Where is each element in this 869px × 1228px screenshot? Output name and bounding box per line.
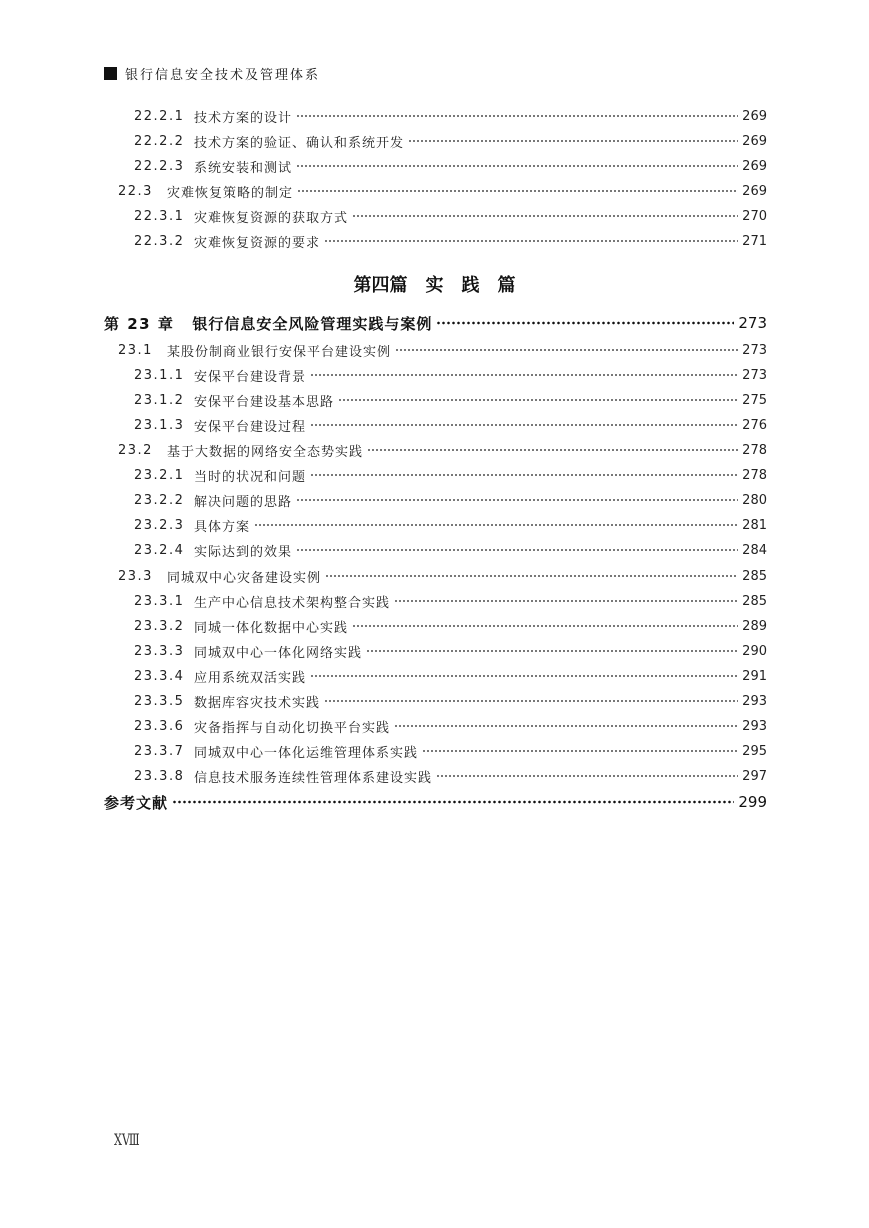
dot-leader xyxy=(310,365,738,385)
toc-entry-number: 23.3.3 xyxy=(134,643,185,659)
toc-entry[interactable] xyxy=(134,515,767,535)
dot-leader xyxy=(436,766,738,786)
toc-entry-page: 269 xyxy=(742,133,767,149)
toc-entry-title: 灾备指挥与自动化切换平台实践 xyxy=(194,720,391,736)
toc-references-page: 299 xyxy=(738,793,767,811)
toc-entry-title: 技术方案的设计 xyxy=(194,110,293,126)
toc-entry[interactable] xyxy=(134,741,767,761)
toc-section-number: 23.1 xyxy=(118,342,153,358)
dot-leader xyxy=(297,181,738,201)
toc-entry-page: 278 xyxy=(742,467,767,483)
header-square-icon xyxy=(104,67,117,80)
toc-entry-page: 269 xyxy=(742,108,767,124)
toc-entry[interactable] xyxy=(134,766,767,786)
toc-section-title: 基于大数据的网络安全态势实践 xyxy=(166,444,363,460)
toc-section[interactable] xyxy=(118,440,767,460)
dot-leader xyxy=(394,716,738,736)
toc-entry[interactable] xyxy=(134,616,767,636)
toc-section-number: 23.2 xyxy=(118,442,153,458)
toc-entry[interactable] xyxy=(134,641,767,661)
toc-entry-title: 同城一体化数据中心实践 xyxy=(194,620,349,636)
dot-leader xyxy=(422,741,738,761)
toc-section-title: 某股份制商业银行安保平台建设实例 xyxy=(166,344,391,360)
toc-entry-number: 23.2.3 xyxy=(134,517,185,533)
toc-entry-page: 270 xyxy=(742,208,767,224)
toc-section-number: 23.3 xyxy=(118,568,153,584)
toc-entry-number: 22.2.2 xyxy=(134,133,185,149)
dot-leader xyxy=(408,131,738,151)
toc-entry-title: 数据库容灾技术实践 xyxy=(194,695,321,711)
dot-leader xyxy=(436,313,734,333)
toc-entry-page: 291 xyxy=(742,668,767,684)
page-folio: XⅧ xyxy=(114,1130,140,1149)
toc-entry[interactable] xyxy=(134,540,767,560)
toc-entry[interactable] xyxy=(134,490,767,510)
dot-leader xyxy=(296,540,738,560)
toc-entry-page: 290 xyxy=(742,643,767,659)
toc-entry[interactable] xyxy=(134,716,767,736)
toc-section-page: 269 xyxy=(742,183,767,199)
dot-leader xyxy=(296,106,738,126)
dot-leader xyxy=(310,465,738,485)
toc-entry-number: 22.3.2 xyxy=(134,233,185,249)
toc-entry-page: 295 xyxy=(742,743,767,759)
toc-entry[interactable] xyxy=(134,465,767,485)
toc-entry-number: 23.2.1 xyxy=(134,467,185,483)
toc-entry-title: 同城双中心一体化运维管理体系实践 xyxy=(194,745,419,761)
toc-entry-number: 22.2.1 xyxy=(134,108,185,124)
toc-entry-page: 280 xyxy=(742,492,767,508)
toc-entry-number: 22.3.1 xyxy=(134,208,185,224)
toc-section-page: 285 xyxy=(742,568,767,584)
dot-leader xyxy=(338,390,738,410)
toc-entry[interactable] xyxy=(134,390,767,410)
toc-entry-number: 23.3.6 xyxy=(134,718,185,734)
toc-entry-title: 灾难恢复资源的要求 xyxy=(194,235,321,251)
toc-entry[interactable] xyxy=(134,206,767,226)
toc-entry-page: 297 xyxy=(742,768,767,784)
dot-leader xyxy=(310,415,738,435)
toc-entry-title: 信息技术服务连续性管理体系建设实践 xyxy=(194,770,433,786)
toc-section-page: 273 xyxy=(742,342,767,358)
running-header xyxy=(104,64,320,83)
toc-entry-title: 灾难恢复资源的获取方式 xyxy=(194,210,349,226)
toc-entry-page: 293 xyxy=(742,718,767,734)
toc-entry[interactable] xyxy=(134,231,767,251)
toc-entry-number: 23.1.2 xyxy=(134,392,185,408)
toc-entry-number: 22.2.3 xyxy=(134,158,185,174)
dot-leader xyxy=(254,515,738,535)
toc-entry-title: 生产中心信息技术架构整合实践 xyxy=(194,595,391,611)
toc-entry-number: 23.2.4 xyxy=(134,542,185,558)
toc-section[interactable] xyxy=(118,181,767,201)
toc-section-title: 同城双中心灾备建设实例 xyxy=(166,570,321,586)
toc-entry-title: 安保平台建设过程 xyxy=(194,419,307,435)
dot-leader xyxy=(352,616,738,636)
toc-entry-page: 289 xyxy=(742,618,767,634)
toc-entry-page: 281 xyxy=(742,517,767,533)
dot-leader xyxy=(367,440,738,460)
toc-entry-title: 同城双中心一体化网络实践 xyxy=(194,645,363,661)
toc-entry-page: 271 xyxy=(742,233,767,249)
toc-entry-title: 安保平台建设基本思路 xyxy=(194,394,335,410)
toc-entry-number: 23.2.2 xyxy=(134,492,185,508)
toc-entry-title: 具体方案 xyxy=(194,519,251,535)
dot-leader xyxy=(352,206,738,226)
toc-entry-page: 269 xyxy=(742,158,767,174)
toc-entry-number: 23.3.4 xyxy=(134,668,185,684)
toc-section[interactable] xyxy=(118,340,767,360)
toc-entry[interactable] xyxy=(134,365,767,385)
toc-references[interactable] xyxy=(104,792,767,812)
toc-chapter[interactable] xyxy=(104,313,767,333)
toc-section-title: 灾难恢复策略的制定 xyxy=(166,185,293,201)
toc-entry-number: 23.3.5 xyxy=(134,693,185,709)
toc-entry[interactable] xyxy=(134,591,767,611)
toc-chapter-number: 第 23 章 xyxy=(104,314,175,333)
toc-entry-number: 23.3.8 xyxy=(134,768,185,784)
dot-leader xyxy=(395,340,738,360)
toc-entry[interactable] xyxy=(134,666,767,686)
toc-entry-number: 23.1.1 xyxy=(134,367,185,383)
toc-entry[interactable] xyxy=(134,156,767,176)
toc-entry-title: 当时的状况和问题 xyxy=(194,469,307,485)
toc-entry-page: 285 xyxy=(742,593,767,609)
toc-section-page: 278 xyxy=(742,442,767,458)
toc-entry-title: 实际达到的效果 xyxy=(194,544,293,560)
toc-chapter-title: 银行信息安全风险管理实践与案例 xyxy=(192,314,433,333)
dot-leader xyxy=(325,566,738,586)
toc-entry-number: 23.1.3 xyxy=(134,417,185,433)
dot-leader xyxy=(366,641,738,661)
toc-entry-number: 23.3.1 xyxy=(134,593,185,609)
toc-entry-title: 技术方案的验证、确认和系统开发 xyxy=(194,135,405,151)
part-title: 第四篇 实 践 篇 xyxy=(353,275,516,296)
toc-entry-title: 系统安装和测试 xyxy=(194,160,293,176)
toc-chapter-page: 273 xyxy=(738,314,767,332)
toc-entry[interactable] xyxy=(134,106,767,126)
dot-leader xyxy=(296,156,738,176)
toc-entry[interactable] xyxy=(134,691,767,711)
toc-section-number: 22.3 xyxy=(118,183,153,199)
dot-leader xyxy=(324,231,738,251)
toc-entry-title: 应用系统双活实践 xyxy=(194,670,307,686)
toc-entry-page: 273 xyxy=(742,367,767,383)
dot-leader xyxy=(172,792,734,812)
toc-section[interactable] xyxy=(118,566,767,586)
dot-leader xyxy=(310,666,738,686)
toc-entry-number: 23.3.7 xyxy=(134,743,185,759)
toc-entry-number: 23.3.2 xyxy=(134,618,185,634)
dot-leader xyxy=(296,490,738,510)
toc-entry[interactable] xyxy=(134,415,767,435)
toc-entry-page: 275 xyxy=(742,392,767,408)
dot-leader xyxy=(324,691,738,711)
toc-entry-page: 293 xyxy=(742,693,767,709)
dot-leader xyxy=(394,591,738,611)
running-header-text: 银行信息安全技术及管理体系 xyxy=(125,68,321,83)
toc-entry-title: 解决问题的思路 xyxy=(194,494,293,510)
toc-references-title: 参考文献 xyxy=(104,793,169,812)
toc-entry-title: 安保平台建设背景 xyxy=(194,369,307,385)
toc-entry-page: 276 xyxy=(742,417,767,433)
toc-entry[interactable] xyxy=(134,131,767,151)
toc-entry-page: 284 xyxy=(742,542,767,558)
